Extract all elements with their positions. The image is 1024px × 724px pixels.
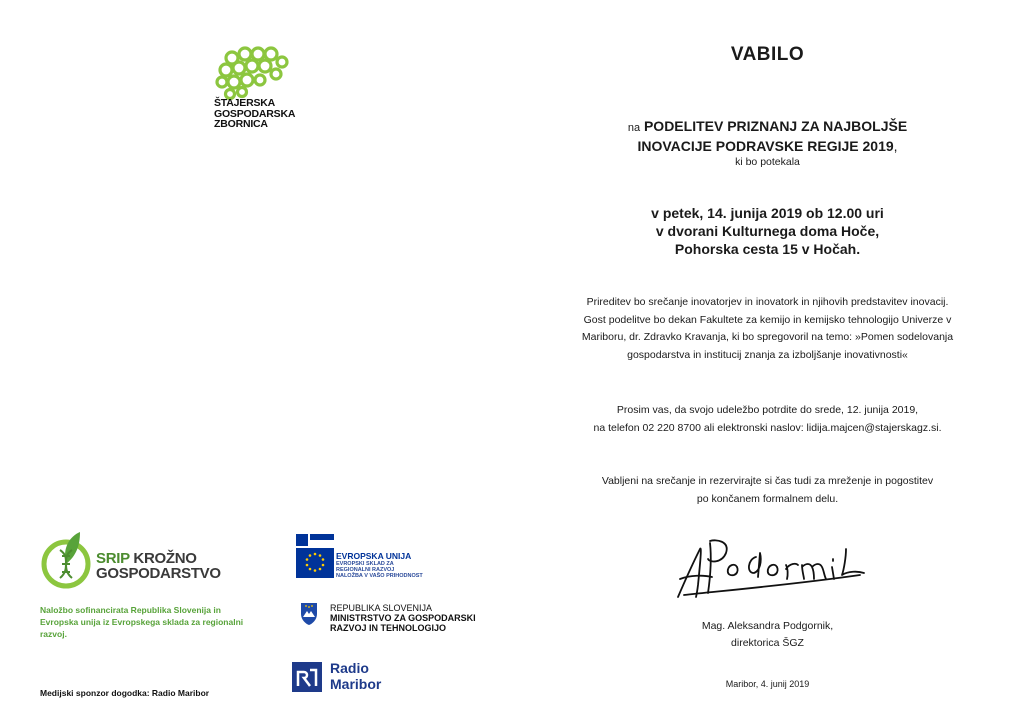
- radio-maribor-text: [330, 660, 381, 692]
- ministry-logo-text: [330, 603, 476, 633]
- srip-word: GOSPODARSTVO: [96, 565, 221, 582]
- ministry-line: RAZVOJ IN TEHNOLOGIJO: [330, 623, 447, 633]
- event-name-line2: INOVACIJE PODRAVSKE REGIJE 2019: [637, 138, 894, 154]
- event-date: v petek, 14. junija 2019 ob 12.00 uri: [651, 205, 884, 221]
- eu-line: EVROPSKA UNIJA: [336, 551, 412, 561]
- event-held-text: ki bo potekala: [735, 156, 800, 168]
- srip-logo-icon: [36, 528, 98, 592]
- rsvp-line: Prosim vas, da svojo udeležbo potrdite do srede, 12. junija 2019,: [616, 404, 919, 416]
- srip-logo-text: [96, 551, 221, 581]
- welcome-text: [560, 472, 975, 508]
- event-comma: ,: [893, 138, 898, 154]
- radio-line: Radio: [330, 660, 369, 676]
- eu-line: EVROPSKI SKLAD ZA: [336, 561, 394, 567]
- event-description: [560, 294, 975, 364]
- place-date: Maribor, 4. junij 2019: [725, 679, 810, 689]
- rsvp-line: na telefon 02 220 8700 ali elektronski naslov: lidija.majcen@stajerskagz.si.: [593, 422, 942, 434]
- radio-maribor-icon: [292, 662, 322, 692]
- invitation-title: VABILO: [730, 44, 805, 65]
- funding-note: Naložbo sofinancirata Republika Slovenija in Evropska unija iz Evropskega sklada za regionalni razvoj.: [40, 605, 244, 639]
- slovenia-crest-icon: [300, 602, 318, 626]
- srip-word: KROŽNO: [133, 550, 197, 567]
- welcome-line: Vabljeni na srečanje in rezervirajte si čas tudi za mreženje in pogostitev: [601, 475, 934, 487]
- welcome-line: po končanem formalnem delu.: [696, 493, 839, 505]
- event-address: Pohorska cesta 15 v Hočah.: [674, 241, 861, 257]
- description-line: gospodarstva in institucij znanja za izboljšanje inovativnosti«: [627, 348, 908, 361]
- media-sponsor-text: Medijski sponzor dogodka: Radio Maribor: [40, 688, 210, 698]
- sgz-logo-line: ŠTAJERSKA: [214, 97, 276, 109]
- sgz-logo-text: [214, 98, 295, 130]
- description-line: Gost podelitve bo dekan Fakultete za kemijo in kemijsko tehnologijo Univerze v: [583, 313, 952, 326]
- signature-icon: [670, 535, 870, 605]
- eu-line: REGIONALNI RAZVOJ: [336, 567, 395, 573]
- description-line: Prireditev bo srečanje inovatorjev in inovatork in njihovih predstavitev inovacij.: [586, 296, 949, 308]
- eu-line: NALOŽBA V VAŠO PRIHODNOST: [336, 573, 423, 579]
- signer-name: Mag. Aleksandra Podgornik,: [701, 620, 834, 632]
- signer-role: direktorica ŠGZ: [731, 637, 804, 649]
- event-prefix: na: [627, 122, 641, 134]
- rsvp-text: [560, 401, 975, 437]
- sgz-logo-line: GOSPODARSKA: [214, 107, 296, 120]
- event-name: [560, 117, 975, 155]
- radio-line: Maribor: [330, 676, 382, 692]
- srip-word: SRIP: [96, 550, 130, 567]
- description-line: Mariboru, dr. Zdravko Kravanja, ki bo spregovoril na temo: »Pomen sodelovanja: [581, 331, 954, 343]
- event-venue: v dvorani Kulturnega doma Hoče,: [655, 223, 880, 239]
- signer-block: [560, 618, 975, 652]
- sgz-logo-line: ZBORNICA: [214, 118, 268, 130]
- event-when: [560, 204, 975, 258]
- ministry-line: REPUBLIKA SLOVENIJA: [330, 603, 433, 613]
- ministry-line: MINISTRSTVO ZA GOSPODARSKI: [330, 613, 476, 623]
- event-name-line1: PODELITEV PRIZNANJ ZA NAJBOLJŠE: [643, 118, 908, 134]
- eu-logo-text: [336, 552, 423, 579]
- eu-flag-icon: [296, 534, 334, 578]
